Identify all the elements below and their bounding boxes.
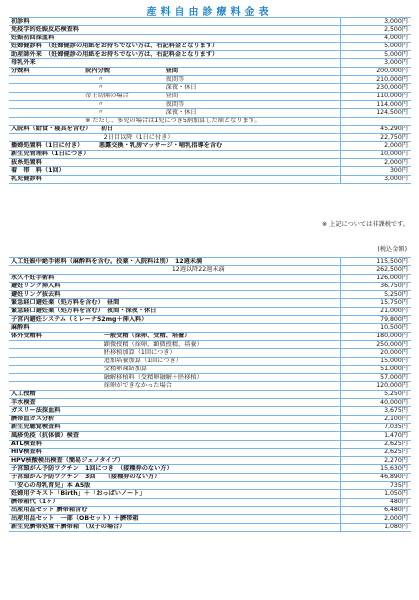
fee-table-body	[9, 18, 411, 184]
fee-item-name: 緊急経口避妊薬（処方料を含む） 昼間	[9, 299, 340, 307]
fee-item-price: 46,890円	[340, 473, 411, 481]
fee-item-name: 採卵ができなかった場合	[9, 382, 340, 390]
fee-item-name: 母乳外来	[9, 59, 340, 67]
fee-item-name: 妊婦健診料 （妊婦健診の用紙をお持ちでない方は、右記料金となります）	[9, 42, 340, 50]
fee-item-name: ガスリー法採血料	[9, 407, 340, 415]
fee-item-name: 新生児管理料（1日につき）	[9, 150, 340, 158]
fee-item-price: 7,035円	[340, 423, 411, 431]
fee-item-name: HIV検査料	[9, 448, 340, 456]
fee-item-price: 110,000円	[340, 92, 411, 100]
fee-item-price: 10,500円	[340, 324, 411, 332]
fee-row	[9, 332, 411, 340]
fee-item-name: 播婦処置料（1日に付き） 悪露交換・乳房マッサージ・哺乳指導を含む	[9, 142, 340, 150]
tax-exempt-footnote: ※ 上記については非課税です。	[322, 221, 409, 228]
fee-item-price: 15,630円	[340, 465, 411, 473]
fee-item-name: 子宮頸がん予防ワクチン 3回 （接種券のない方）	[9, 473, 340, 481]
fee-item-name: 〃 深夜・休日	[9, 109, 340, 117]
fee-row	[9, 175, 411, 183]
fee-item-price: 15,750円	[340, 299, 411, 307]
fee-item-name: 胚移植加算（1回につき）	[9, 349, 340, 357]
fee-row	[9, 266, 411, 274]
fee-item-name: 麻酔料	[9, 324, 340, 332]
fee-row	[9, 51, 411, 59]
fee-row	[9, 125, 411, 133]
fee-item-name: 羊水検査	[9, 399, 340, 407]
fee-row	[9, 448, 411, 456]
fee-item-price: 1,050円	[340, 490, 411, 498]
fee-item-name: 新生児臍帯処置＋臍帯箱 （双子の場合）	[9, 523, 340, 531]
fee-row	[9, 92, 411, 100]
fee-item-name: 入院料（給食・寝具を含む） 初日	[9, 125, 340, 133]
fee-item-price: 250,000円	[340, 340, 411, 348]
fee-item-price: 735円	[340, 482, 411, 490]
fee-item-price: 2,270円	[340, 457, 411, 465]
fee-item-name: 2日目以降（1日に付き）	[9, 134, 340, 142]
fee-row	[9, 42, 411, 50]
fee-item-price: 45,290円	[340, 125, 411, 133]
fee-item-name: 抜糸処置料	[9, 159, 340, 167]
fee-row	[9, 399, 411, 407]
fee-item-name: 妊婦用テキスト「Birth」＋「おっぱいノート」	[9, 490, 340, 498]
fee-item-name: 人工授精	[9, 390, 340, 398]
fee-row	[9, 142, 411, 150]
fee-row	[9, 282, 411, 290]
fee-item-name: 子宮内避妊システム（ミレーナ52mg＋挿入料）	[9, 316, 340, 324]
fee-row	[9, 498, 411, 506]
fee-item-name: 〃 夜間等	[9, 100, 340, 108]
fee-item-price: 180,000円	[340, 332, 411, 340]
fee-row	[9, 432, 411, 440]
fee-item-name: 分娩料 院内分娩 昼間	[9, 67, 340, 75]
fee-row	[9, 390, 411, 398]
fee-item-price: 3,000円	[340, 59, 411, 67]
fee-row	[9, 523, 411, 531]
fee-row	[9, 26, 411, 34]
fee-item-price: 79,800円	[340, 316, 411, 324]
fee-row	[9, 258, 411, 266]
fee-row	[9, 76, 411, 84]
fee-row	[9, 274, 411, 282]
fee-item-name: 臍帯箱代（1ヶ）	[9, 498, 340, 506]
fee-item-name: 風疹免疫（抗体価）検査	[9, 432, 340, 440]
fee-row	[9, 349, 411, 357]
fee-item-name: 顕微授精（採卵、顕微授精、培養）	[9, 340, 340, 348]
fee-item-price: 20,000円	[340, 349, 411, 357]
fee-item-price: 36,750円	[340, 282, 411, 290]
fee-item-price: 120,000円	[340, 382, 411, 390]
fee-item-price: 3,000円	[340, 18, 411, 26]
fee-item-name: 臍帯血ガス分析	[9, 415, 340, 423]
fee-item-price: 2,000円	[340, 515, 411, 523]
fee-item-name: 〃 夜間等	[9, 76, 340, 84]
fee-row	[9, 134, 411, 142]
fee-item-price: 3,000円	[340, 175, 411, 183]
fee-item-name: 初診料	[9, 18, 340, 26]
fee-item-name: 人工妊娠中絶手術料（麻酔料を含む。投薬・入院料は別） 12週未満	[9, 258, 340, 266]
fee-item-price: 480円	[340, 498, 411, 506]
fee-row	[9, 117, 411, 125]
fee-item-name: 着 帯 料（1回）	[9, 167, 340, 175]
fee-item-name: 融解移植料（受精卵融解＋胚移植）	[9, 374, 340, 382]
fee-table-taxable	[9, 257, 411, 532]
fee-item-price: 51,000円	[340, 365, 411, 373]
fee-item-price: 6,480円	[340, 506, 411, 514]
fee-item-name: ATL検査料	[9, 440, 340, 448]
fee-item-name: 助産師外来 （妊婦健診の用紙をお持ちでない方は、右記料金となります）	[9, 51, 340, 59]
fee-item-name: 出産用品セット 一部（OBセット）＋臍帯箱	[9, 515, 340, 523]
fee-item-price: 5,250円	[340, 291, 411, 299]
fee-row	[9, 415, 411, 423]
fee-item-price: 2,000円	[340, 159, 411, 167]
fee-row	[9, 440, 411, 448]
fee-row	[9, 150, 411, 158]
fee-row	[9, 465, 411, 473]
fee-item-name: 12週以降22週未満	[9, 266, 340, 274]
fee-item-name: 体外受精料 一般受精（採卵、受精、培養）	[9, 332, 340, 340]
fee-item-price: 114,000円	[340, 100, 411, 108]
fee-item-name: 帝王切開の場合 昼間	[9, 92, 340, 100]
fee-item-price: 10,000円	[340, 150, 411, 158]
fee-row	[9, 374, 411, 382]
fee-row	[9, 423, 411, 431]
fee-item-name: 避妊リング挿入料	[9, 282, 340, 290]
fee-item-price: 200,000円	[340, 67, 411, 75]
fee-row	[9, 506, 411, 514]
fee-table-body	[9, 258, 411, 532]
fee-row	[9, 34, 411, 42]
fee-item-price: 126,000円	[340, 274, 411, 282]
fee-item-price: 210,000円	[340, 76, 411, 84]
fee-row	[9, 84, 411, 92]
fee-item-price: 115,500円	[340, 258, 411, 266]
fee-item-price: 21,000円	[340, 307, 411, 315]
fee-row	[9, 307, 411, 315]
fee-row	[9, 316, 411, 324]
fee-row	[9, 340, 411, 348]
fee-item-name: 新生児聴覚検査料	[9, 423, 340, 431]
fee-item-name: 免疫学的妊娠反応検査料	[9, 26, 340, 34]
fee-item-price: 262,500円	[340, 266, 411, 274]
fee-item-name: 乳児健診料	[9, 175, 340, 183]
fee-row	[9, 100, 411, 108]
fee-item-name: 子宮頸がん予防ワクチン 1回につき （接種券のない方）	[9, 465, 340, 473]
fee-item-name: 緊急経口避妊薬（処方料を含む） 夜間・深夜・休日	[9, 307, 340, 315]
fee-row	[9, 473, 411, 481]
fee-row	[9, 357, 411, 365]
fee-item-price: 57,000円	[340, 374, 411, 382]
fee-item-price: 124,500円	[340, 109, 411, 117]
fee-row	[9, 490, 411, 498]
fee-row	[9, 515, 411, 523]
fee-row	[9, 407, 411, 415]
fee-row	[9, 59, 411, 67]
fee-item-name: HPV核酸検出検査（簡易ジェノタイプ）	[9, 457, 340, 465]
fee-item-price: 2,000円	[340, 142, 411, 150]
fee-item-price: 230,000円	[340, 84, 411, 92]
fee-item-price: 2,100円	[340, 415, 411, 423]
fee-item-name: 出産用品セット 臍帯箱含む	[9, 506, 340, 514]
fee-item-price: 1,470円	[340, 432, 411, 440]
fee-item-name: 「安心の母乳育児」本 A5版	[9, 482, 340, 490]
fee-item-name: 妊娠初回採血料	[9, 34, 340, 42]
fee-item-name: ※ ただし、多児の場合は1児につき5割加算した額となります。	[9, 117, 340, 125]
fee-row	[9, 18, 411, 26]
fee-row	[9, 291, 411, 299]
fee-row	[9, 109, 411, 117]
fee-item-price	[340, 117, 411, 125]
fee-item-price: 3,675円	[340, 407, 411, 415]
fee-item-name: 〃 深夜・休日	[9, 84, 340, 92]
fee-item-price: 15,000円	[340, 357, 411, 365]
fee-item-name: 受精卵凍結加算	[9, 365, 340, 373]
fee-item-name: 追加培養加算（1回につき）	[9, 357, 340, 365]
fee-row	[9, 482, 411, 490]
fee-item-name: 避妊リング抜去料	[9, 291, 340, 299]
fee-item-price: 22,750円	[340, 134, 411, 142]
fee-row	[9, 365, 411, 373]
fee-item-price: 1,080円	[340, 523, 411, 531]
page-title: 産料自由診療料金表	[146, 7, 273, 18]
fee-item-price: 5,000円	[340, 42, 411, 50]
fee-item-price: 4,000円	[340, 34, 411, 42]
fee-item-price: 5,250円	[340, 390, 411, 398]
fee-row	[9, 324, 411, 332]
tax-included-note: (税込金額)	[377, 246, 407, 253]
fee-row	[9, 67, 411, 75]
fee-table-insurance-exempt	[9, 17, 411, 184]
fee-item-name: 永久不妊手術料	[9, 274, 340, 282]
fee-row	[9, 382, 411, 390]
fee-row	[9, 159, 411, 167]
fee-item-price: 2,500円	[340, 26, 411, 34]
fee-item-price: 300円	[340, 167, 411, 175]
fee-item-price: 40,000円	[340, 399, 411, 407]
fee-row	[9, 299, 411, 307]
fee-row	[9, 167, 411, 175]
fee-item-price: 5,000円	[340, 51, 411, 59]
fee-item-price: 2,625円	[340, 440, 411, 448]
fee-row	[9, 457, 411, 465]
fee-item-price: 2,625円	[340, 448, 411, 456]
